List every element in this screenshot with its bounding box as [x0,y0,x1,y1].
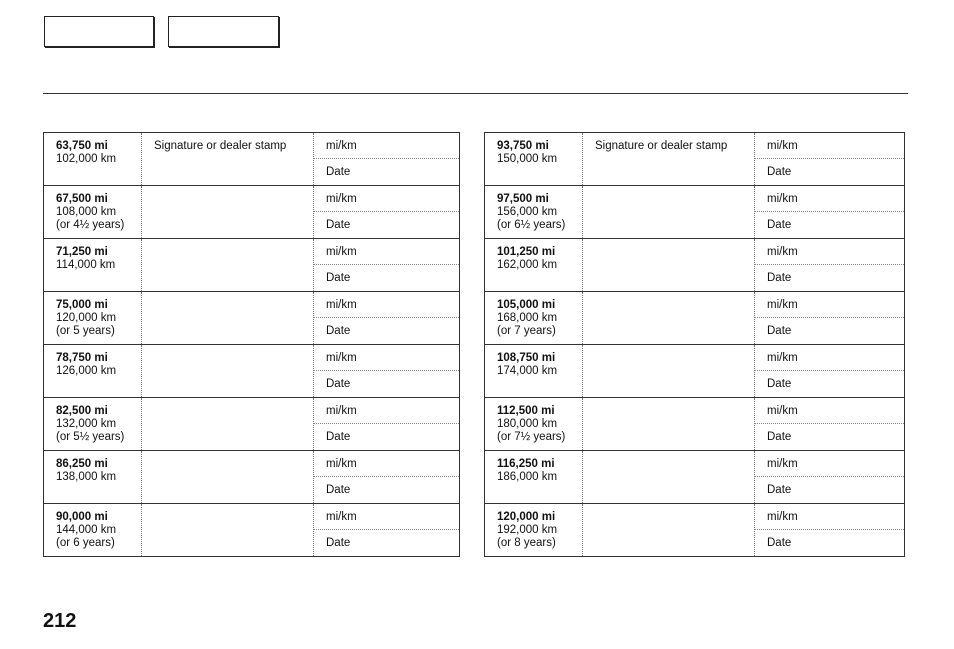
mileage-km: 102,000 km [56,153,117,165]
mikm-field[interactable] [314,345,459,371]
mileage-km: 168,000 km [497,312,558,324]
date-field[interactable] [755,530,904,555]
mikm-field[interactable] [314,398,459,424]
date-label: Date [767,166,792,178]
mileage-miles: 120,000 mi [497,511,556,523]
mileage-years: (or 6 years) [56,537,115,549]
signature-cell[interactable] [142,133,314,186]
mileage-miles: 108,750 mi [497,352,556,364]
mileage-km: 126,000 km [56,365,117,377]
mikm-field[interactable] [314,292,459,318]
record-cell [314,451,460,504]
service-row [44,451,460,504]
mikm-label: mi/km [326,193,357,205]
maintenance-log-right [484,132,905,557]
service-row [44,186,460,239]
mikm-field[interactable] [755,239,904,265]
mikm-label: mi/km [326,405,357,417]
record-cell [755,345,905,398]
mileage-km: 192,000 km [497,524,558,536]
signature-label: Signature or dealer stamp [595,140,728,152]
mileage-years: (or 5 years) [56,325,115,337]
record-cell [755,398,905,451]
signature-cell[interactable] [583,398,755,451]
record-cell [314,398,460,451]
mileage-cell [44,345,142,398]
mikm-field[interactable] [314,504,459,530]
signature-cell[interactable] [583,292,755,345]
mileage-miles: 90,000 mi [56,511,108,523]
service-row [485,504,905,557]
mileage-cell [485,504,583,557]
mikm-field[interactable] [755,504,904,530]
service-row [44,239,460,292]
mileage-miles: 82,500 mi [56,405,108,417]
service-row [485,451,905,504]
mileage-cell [44,239,142,292]
mileage-miles: 71,250 mi [56,246,108,258]
mileage-miles: 101,250 mi [497,246,556,258]
signature-cell[interactable] [142,186,314,239]
date-field[interactable] [755,318,904,343]
mileage-cell [44,133,142,186]
record-cell [755,292,905,345]
service-row [44,504,460,557]
header-divider [43,93,908,94]
mikm-label: mi/km [767,246,798,258]
mileage-cell [44,292,142,345]
mikm-field[interactable] [755,345,904,371]
date-label: Date [326,484,351,496]
date-field[interactable] [755,371,904,396]
mileage-km: 162,000 km [497,259,558,271]
mileage-km: 180,000 km [497,418,558,430]
date-field[interactable] [755,265,904,290]
mileage-years: (or 4½ years) [56,219,125,231]
mikm-field[interactable] [314,186,459,212]
date-field[interactable] [314,212,459,237]
mileage-miles: 86,250 mi [56,458,108,470]
signature-cell[interactable] [142,239,314,292]
date-label: Date [767,325,792,337]
date-label: Date [767,484,792,496]
mikm-label: mi/km [326,299,357,311]
signature-cell[interactable] [583,133,755,186]
mikm-label: mi/km [326,511,357,523]
mileage-cell [485,345,583,398]
mikm-field[interactable] [755,292,904,318]
mileage-km: 132,000 km [56,418,117,430]
date-label: Date [767,537,792,549]
date-label: Date [767,378,792,390]
mikm-field[interactable] [755,398,904,424]
mikm-label: mi/km [767,299,798,311]
page-number: 212 [43,610,77,632]
service-row [485,133,905,186]
date-label: Date [326,166,351,178]
mileage-miles: 105,000 mi [497,299,556,311]
mikm-label: mi/km [767,140,798,152]
mileage-miles: 112,500 mi [497,405,555,417]
mikm-label: mi/km [767,405,798,417]
date-label: Date [767,272,792,284]
date-label: Date [767,431,792,443]
date-field[interactable] [755,212,904,237]
mikm-label: mi/km [326,246,357,258]
mileage-km: 138,000 km [56,471,117,483]
record-cell [314,345,460,398]
signature-cell[interactable] [583,345,755,398]
mileage-km: 156,000 km [497,206,558,218]
mikm-field[interactable] [755,133,904,159]
mileage-km: 144,000 km [56,524,117,536]
signature-cell[interactable] [142,292,314,345]
date-field[interactable] [314,159,459,184]
mileage-cell [485,133,583,186]
mikm-field[interactable] [755,451,904,477]
service-row [485,186,905,239]
date-label: Date [767,219,792,231]
mileage-years: (or 7½ years) [497,431,566,443]
mikm-field[interactable] [755,186,904,212]
signature-cell[interactable] [142,398,314,451]
mileage-years: (or 7 years) [497,325,556,337]
mikm-label: mi/km [767,352,798,364]
mikm-field[interactable] [314,133,459,159]
record-cell [314,133,460,186]
date-field[interactable] [314,265,459,290]
record-cell [314,292,460,345]
mileage-cell [485,398,583,451]
record-cell [755,504,905,557]
mileage-miles: 93,750 mi [497,140,549,152]
mikm-label: mi/km [326,140,357,152]
date-field[interactable] [314,424,459,449]
mikm-label: mi/km [326,458,357,470]
service-row [485,239,905,292]
mileage-cell [44,398,142,451]
record-cell [755,186,905,239]
date-field[interactable] [755,477,904,502]
record-cell [314,504,460,557]
service-row [44,345,460,398]
record-cell [755,239,905,292]
date-field[interactable] [314,530,459,555]
header-tab-box-right [168,16,279,47]
maintenance-log-left [43,132,460,557]
mileage-km: 114,000 km [56,259,116,271]
service-row [44,292,460,345]
signature-cell[interactable] [583,504,755,557]
signature-label: Signature or dealer stamp [154,140,287,152]
mileage-years: (or 6½ years) [497,219,566,231]
mileage-cell [485,451,583,504]
mileage-years: (or 5½ years) [56,431,125,443]
mileage-cell [44,504,142,557]
date-label: Date [326,378,351,390]
mileage-cell [44,186,142,239]
signature-cell[interactable] [583,451,755,504]
signature-cell[interactable] [142,504,314,557]
record-cell [314,239,460,292]
signature-cell[interactable] [142,451,314,504]
date-label: Date [326,325,351,337]
mikm-label: mi/km [326,352,357,364]
record-cell [314,186,460,239]
mileage-km: 120,000 km [56,312,117,324]
mileage-km: 108,000 km [56,206,117,218]
date-field[interactable] [314,371,459,396]
date-field[interactable] [314,477,459,502]
mileage-miles: 67,500 mi [56,193,108,205]
date-label: Date [326,537,351,549]
mileage-km: 174,000 km [497,365,558,377]
mileage-miles: 75,000 mi [56,299,108,311]
mileage-cell [44,451,142,504]
date-label: Date [326,219,351,231]
service-row [485,345,905,398]
mileage-miles: 78,750 mi [56,352,108,364]
service-row [485,292,905,345]
record-cell [755,451,905,504]
signature-cell[interactable] [583,239,755,292]
header-tab-box-left [44,16,154,47]
service-row [44,133,460,186]
mileage-cell [485,239,583,292]
mileage-cell [485,292,583,345]
service-row [44,398,460,451]
signature-cell[interactable] [142,345,314,398]
date-field[interactable] [314,318,459,343]
mileage-km: 186,000 km [497,471,558,483]
date-field[interactable] [755,424,904,449]
service-row [485,398,905,451]
date-field[interactable] [755,159,904,184]
mileage-miles: 97,500 mi [497,193,549,205]
date-label: Date [326,431,351,443]
mikm-field[interactable] [314,239,459,265]
mileage-cell [485,186,583,239]
mikm-label: mi/km [767,193,798,205]
mikm-label: mi/km [767,511,798,523]
mileage-km: 150,000 km [497,153,558,165]
mileage-miles: 63,750 mi [56,140,108,152]
mileage-miles: 116,250 mi [497,458,555,470]
signature-cell[interactable] [583,186,755,239]
mikm-field[interactable] [314,451,459,477]
mileage-years: (or 8 years) [497,537,556,549]
record-cell [755,133,905,186]
mikm-label: mi/km [767,458,798,470]
date-label: Date [326,272,351,284]
